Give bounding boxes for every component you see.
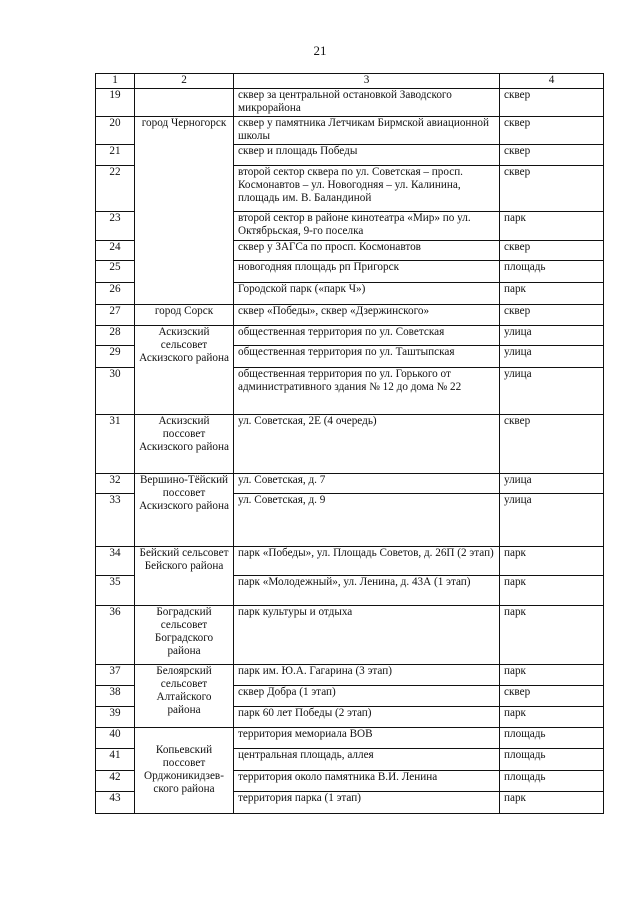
municipality-cell: Бейский сельсовет Бейского района — [135, 547, 234, 606]
territory-type: площадь — [500, 749, 604, 771]
municipality-cell: Белоярский сельсовет Алтайского района — [135, 665, 234, 728]
table-row — [96, 305, 604, 326]
table-row — [96, 415, 604, 474]
territory-name: территория парка (1 этап) — [234, 792, 500, 814]
territory-name: парк культуры и отдыха — [234, 606, 500, 665]
territory-type: площадь — [500, 261, 604, 283]
territory-type: сквер — [500, 89, 604, 117]
territory-type: парк — [500, 212, 604, 241]
territory-name: парк «Победы», ул. Площадь Советов, д. 26П (2 этап) — [234, 547, 500, 576]
territory-type: сквер — [500, 305, 604, 326]
row-number: 24 — [96, 241, 135, 261]
row-number: 34 — [96, 547, 135, 576]
table-row — [96, 89, 604, 117]
table-row — [96, 606, 604, 665]
territory-type: улица — [500, 494, 604, 547]
territory-name: второй сектор в районе кинотеатра «Мир» по ул. Октябрьская, 9-го поселка — [234, 212, 500, 241]
row-number: 19 — [96, 89, 135, 117]
territory-type: сквер — [500, 686, 604, 707]
table-row — [96, 326, 604, 346]
territory-name: общественная территория по ул. Таштыпская — [234, 346, 500, 368]
row-number: 33 — [96, 494, 135, 547]
territory-type: парк — [500, 547, 604, 576]
territory-type: площадь — [500, 771, 604, 792]
table-row — [96, 474, 604, 494]
row-number: 43 — [96, 792, 135, 814]
row-number: 37 — [96, 665, 135, 686]
territory-type: парк — [500, 606, 604, 665]
territory-type: площадь — [500, 728, 604, 749]
territory-name: центральная площадь, аллея — [234, 749, 500, 771]
territory-name: ул. Советская, д. 7 — [234, 474, 500, 494]
row-number: 39 — [96, 707, 135, 728]
table-header-row — [96, 74, 604, 89]
header-cell: 1 — [96, 74, 135, 89]
row-number: 42 — [96, 771, 135, 792]
row-number: 38 — [96, 686, 135, 707]
municipality-cell: Аскизский поссовет Аскизского района — [135, 415, 234, 474]
row-number: 35 — [96, 576, 135, 606]
row-number: 26 — [96, 283, 135, 305]
municipality-cell: Боградский сельсовет Боградского района — [135, 606, 234, 665]
table-row — [96, 547, 604, 576]
territory-name: Городской парк («парк Ч») — [234, 283, 500, 305]
municipality-cell: Аскизский сельсовет Аскизского района — [135, 326, 234, 415]
table-row — [96, 665, 604, 686]
territory-name: ул. Советская, 2Е (4 очередь) — [234, 415, 500, 474]
territory-type: сквер — [500, 117, 604, 145]
header-cell: 2 — [135, 74, 234, 89]
row-number: 28 — [96, 326, 135, 346]
row-number: 20 — [96, 117, 135, 145]
territory-name: общественная территория по ул. Советская — [234, 326, 500, 346]
row-number: 22 — [96, 166, 135, 212]
territory-name: сквер за центральной остановкой Заводского микрорайона — [234, 89, 500, 117]
row-number: 27 — [96, 305, 135, 326]
territory-type: парк — [500, 576, 604, 606]
row-number: 30 — [96, 368, 135, 415]
territories-table — [95, 73, 604, 814]
territory-type: сквер — [500, 241, 604, 261]
header-cell: 4 — [500, 74, 604, 89]
territory-type: парк — [500, 283, 604, 305]
municipality-cell — [135, 89, 234, 117]
territory-type: улица — [500, 346, 604, 368]
territory-name: новогодняя площадь рп Пригорск — [234, 261, 500, 283]
table-row — [96, 728, 604, 749]
municipality-cell: город Черногорск — [135, 117, 234, 305]
row-number: 32 — [96, 474, 135, 494]
territory-type: парк — [500, 707, 604, 728]
territory-name: сквер «Победы», сквер «Дзержинского» — [234, 305, 500, 326]
territory-name: общественная территория по ул. Горького от административного здания № 12 до дома № 22 — [234, 368, 500, 415]
row-number: 41 — [96, 749, 135, 771]
row-number: 23 — [96, 212, 135, 241]
territory-name: парк им. Ю.А. Гагарина (3 этап) — [234, 665, 500, 686]
header-cell: 3 — [234, 74, 500, 89]
territory-type: парк — [500, 665, 604, 686]
territory-type: улица — [500, 474, 604, 494]
territory-name: сквер у памятника Летчикам Бирмской авиационной школы — [234, 117, 500, 145]
territory-name: территория около памятника В.И. Ленина — [234, 771, 500, 792]
territory-name: сквер у ЗАГСа по просп. Космонавтов — [234, 241, 500, 261]
territory-type: парк — [500, 792, 604, 814]
municipality-cell: Копьевский поссовет Орджоникидзев-ского района — [135, 728, 234, 814]
page-number: 21 — [313, 43, 327, 58]
territory-type: улица — [500, 326, 604, 346]
territory-type: улица — [500, 368, 604, 415]
row-number: 31 — [96, 415, 135, 474]
territory-name: второй сектор сквера по ул. Советская – просп. Космонавтов – ул. Новогодняя – ул. Калинина, площадь им. В. Баландиной — [234, 166, 500, 212]
territory-name: сквер и площадь Победы — [234, 145, 500, 166]
territory-name: парк «Молодежный», ул. Ленина, д. 43А (1 этап) — [234, 576, 500, 606]
territory-name: парк 60 лет Победы (2 этап) — [234, 707, 500, 728]
territory-type: сквер — [500, 415, 604, 474]
territory-name: ул. Советская, д. 9 — [234, 494, 500, 547]
row-number: 29 — [96, 346, 135, 368]
territory-type: сквер — [500, 145, 604, 166]
row-number: 36 — [96, 606, 135, 665]
territory-name: сквер Добра (1 этап) — [234, 686, 500, 707]
municipality-cell: Вершино-Тёйский поссовет Аскизского района — [135, 474, 234, 547]
territory-type: сквер — [500, 166, 604, 212]
municipality-cell: город Сорск — [135, 305, 234, 326]
row-number: 40 — [96, 728, 135, 749]
table-row — [96, 117, 604, 145]
row-number: 25 — [96, 261, 135, 283]
row-number: 21 — [96, 145, 135, 166]
territory-name: территория мемориала ВОВ — [234, 728, 500, 749]
